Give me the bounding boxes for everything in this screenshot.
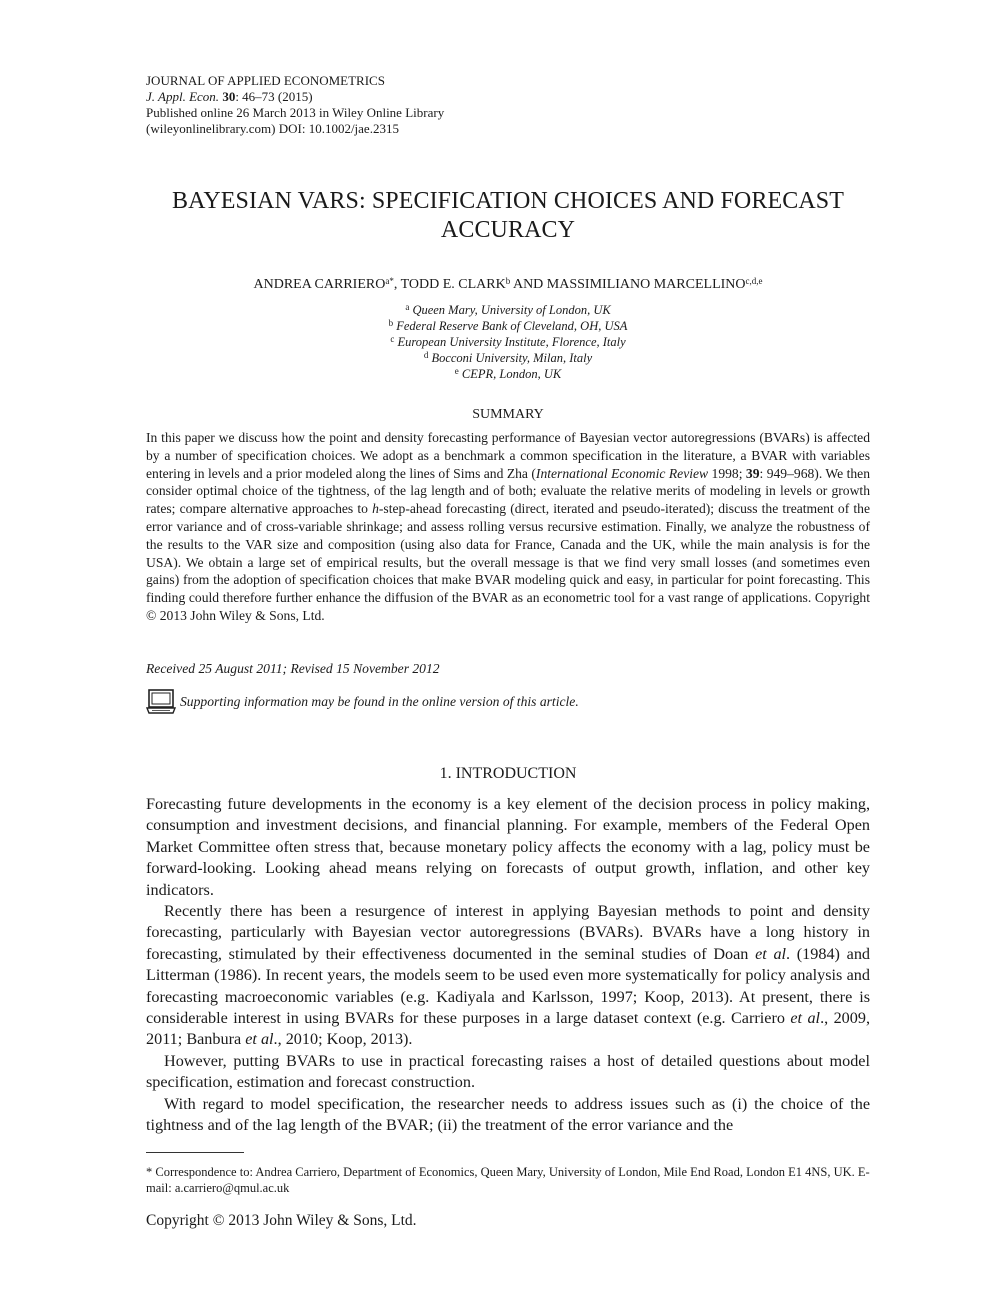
journal-name: JOURNAL OF APPLIED ECONOMETRICS: [146, 73, 385, 88]
affiliation: $^e$ CEPR, London, UK: [454, 366, 562, 381]
affiliation: $^d$ Bocconi University, Milan, Italy: [423, 350, 593, 365]
paragraph: Recently there has been a resurgence of interest in applying Bayesian methods to point and density forecasting, particularly with Bayesian vector autoregressions (BVARs). BVARs have a long history in forecasting, stimulated by their effectiveness documented in the seminal studies of Doan et al. (1984) and Litterman (1986). In recent years, the models seem to be used even more systematically for policy analysis and forecasting macroeconomic variables (e.g. Kadiyala and Karlsson, 1997; Koop, 2013). At present, there is considerable interest in using BVARs for these purposes in a large dataset context (e.g. Carriero et al., 2009, 2011; Banbura et al., 2010; Koop, 2013).: [146, 902, 871, 1049]
journal-header: [146, 73, 870, 137]
affiliation: $^b$ Federal Reserve Bank of Cleveland, OH, USA: [388, 318, 628, 333]
affiliation: $^c$ European University Institute, Florence, Italy: [390, 334, 626, 349]
supporting-info: Supporting information may be found in the online version of this article.: [146, 689, 870, 715]
summary-heading: SUMMARY: [472, 407, 544, 422]
paper-title: BAYESIAN VARS: SPECIFICATION CHOICES AND FORECAST ACCURACY: [172, 188, 844, 243]
paragraph: With regard to model specification, the researcher needs to address issues such as (i) the choice of the tightness and of the lag length of the BVAR; (ii) the treatment of the error variance and the: [146, 1094, 870, 1135]
page-copyright: Copyright © 2013 John Wiley & Sons, Ltd.: [146, 1212, 417, 1229]
journal-citation: J. Appl. Econ. 30: 46–73 (2015): [146, 89, 313, 104]
computer-icon: [146, 689, 176, 715]
abstract-text: In this paper we discuss how the point and density forecasting performance of Bayesian vector autoregressions (BVARs) is affected by a number of specification choices. We adopt as a benchmark a common specification in the literature, a BVAR with variables entering in levels and a prior modeled along the lines of Sims and Zha (International Economic Review 1998; 39: 949–968). We then consider optimal choice of the tightness, of the lag length and of both; evaluate the relative merits of modeling in levels or growth rates; compare alternative approaches to h-step-ahead forecasting (direct, iterated and pseudo-iterated); discuss the treatment of the error variance and of cross-variable shrinkage; and assess rolling versus recursive estimation. Finally, we analyze the robustness of the results to the VAR size and composition (using also data for France, Canada and the UK, while the main analysis is for the USA). We obtain a large set of empirical results, but the overall message is that we find very small losses (and sometimes even gains) from the adoption of specification choices that make BVAR modeling quick and easy, in particular for point forecasting. This finding could therefore further enhance the diffusion of the BVAR as an econometric tool for a vast range of applications. Copyright © 2013 John Wiley & Sons, Ltd.: [146, 430, 870, 623]
affiliation: $^a$ Queen Mary, University of London, UK: [405, 302, 611, 317]
footnote-rule: [146, 1152, 244, 1153]
section-heading-introduction: 1. INTRODUCTION: [439, 765, 577, 782]
published-line: Published online 26 March 2013 in Wiley Online Library: [146, 105, 445, 120]
affiliation-list: [120, 302, 896, 382]
paragraph: Forecasting future developments in the economy is a key element of the decision process in policy making, consumption and investment decisions, and financial planning. For example, members of the Federal Open Market Committee often stress that, because monetary policy affects the economy with a lag, policy must be forward-looking. Looking ahead means relying on forecasts of output growth, inflation, and other key indicators.: [146, 795, 870, 899]
introduction-body: [146, 794, 870, 1137]
doi-line: (wileyonlinelibrary.com) DOI: 10.1002/jae.2315: [146, 121, 399, 136]
correspondence-footnote: * Correspondence to: Andrea Carriero, Department of Economics, Queen Mary, University of London, Mile End Road, London E1 4NS, UK. E-mail: a.carriero@qmul.ac.uk: [146, 1165, 870, 1195]
paragraph: However, putting BVARs to use in practical forecasting raises a host of detailed questions about model specification, estimation and forecast construction.: [146, 1051, 870, 1092]
author-list: ANDREA $CARRIERO^{a*}$, TODD E. CLARK$^b$ AND MASSIMILIANO MARCELLINO$^{c,d,e}$: [253, 276, 763, 292]
received-dates: Received 25 August 2011; Revised 15 November 2012: [146, 661, 440, 676]
